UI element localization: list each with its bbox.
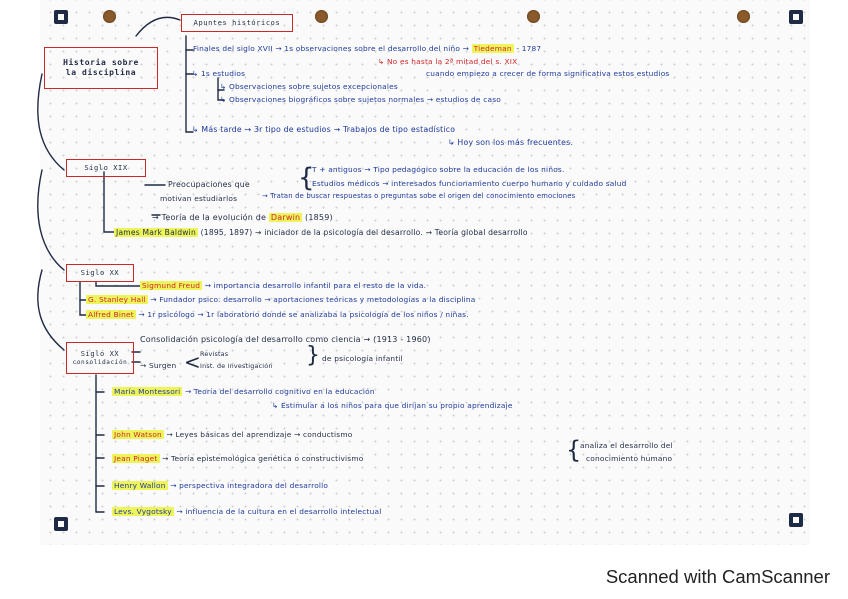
preocupaciones-label: Preocupaciones que: [168, 180, 250, 189]
main-topic-text: Historia sobre la disciplina: [63, 58, 139, 77]
piaget-highlight: Jean Piaget: [114, 454, 158, 463]
intro-line-7: ↳ Hoy son los más frecuentes.: [448, 138, 574, 147]
montessori-line: María Montessori → Teoría del desarrollo cognitivo en la educación: [114, 387, 375, 396]
camscanner-footer: Scanned with CamScanner: [605, 566, 830, 587]
piaget-line: Jean Piaget → Teoría epistemológica genética o constructivismo: [114, 454, 364, 463]
main-topic-box: [44, 47, 158, 89]
freud-line: Sigmund Freud → importancia desarrollo infantil para el resto de la vida.: [142, 281, 427, 290]
darwin-highlight: Darwin: [270, 213, 301, 222]
baldwin-line: James Mark Baldwin (1895, 1897) → iniciador de la psicología del desarrollo. → Teoría global desarrollo: [116, 228, 528, 237]
tiedemann-highlight: Tiedeman: [473, 44, 512, 53]
intro-line-5: ↳ Observaciones biográficos sobre sujetos normales → estudios de caso: [220, 95, 501, 104]
intro-line-4: ↳ Observaciones sobre sujetos excepcionales: [220, 82, 398, 91]
montessori-line-2: ↳ Estimular a los niños para que dirijan su propio aprendizaje: [272, 401, 513, 410]
wallon-line: Henry Wallon → perspectiva integradora del desarrollo: [114, 481, 329, 490]
piaget-line-3: conocimiento humano: [586, 454, 673, 463]
motivan-label: motivan estudiarlos: [160, 194, 238, 203]
watson-highlight: John Watson: [114, 430, 162, 439]
intro-line-3b: cuando empiezo a crecer de forma significativa estos estudios: [426, 69, 670, 78]
section-box-siglo-xx: Siglo XX: [66, 264, 134, 282]
section-box-siglo-xix: Siglo XIX: [66, 159, 146, 177]
title-text: Apuntes históricos: [193, 18, 281, 27]
binet-line: Alfred Binet → 1r psicólogo → 1r laboratorio donde se analizaba la psicología de los niños / niñas.: [88, 310, 469, 319]
psicologia-infantil-label: de psicología infantil: [322, 354, 403, 363]
hall-highlight: G. Stanley Hall: [88, 295, 146, 304]
montessori-highlight: María Montessori: [114, 387, 181, 396]
vygotsky-line: Levs. Vygotsky → influencia de la cultura en el desarrollo intelectual: [114, 507, 382, 516]
baldwin-highlight: James Mark Baldwin: [116, 228, 196, 237]
siglo-xix-reason-1: T + antiguos → Tipo pedagógico sobre la educación de los niños.: [312, 165, 565, 174]
hall-line: G. Stanley Hall → Fundador psico. desarrollo → aportaciones teóricas y metodologías a la disciplina: [88, 295, 476, 304]
surgen-arrow: <: [184, 350, 201, 374]
intro-line-6: ↳ Más tarde → 3r tipo de estudios → Trabajos de tipo estadístico: [192, 125, 456, 134]
darwin-line: → Teoría de la evolución de Darwin (1859): [152, 213, 333, 222]
close-brace: }: [306, 343, 321, 368]
watson-line: John Watson → Leyes básicas del aprendizaje → conductismo: [114, 430, 353, 439]
revistas-label: Revistas: [200, 350, 229, 358]
binet-highlight: Alfred Binet: [88, 310, 134, 319]
intro-line-1: Finales del siglo XVII → 1s observaciones sobre el desarrollo del niño → Tiedeman - 1787: [193, 44, 542, 53]
piaget-brace: {: [566, 436, 582, 464]
intro-line-2: ↳ No es hasta la 2ª mitad del s. XIX: [378, 57, 518, 66]
inst-label: Inst. de investigación: [200, 362, 273, 370]
freud-highlight: Sigmund Freud: [142, 281, 201, 290]
surgen-label: → Surgen: [140, 361, 177, 370]
vygotsky-highlight: Levs. Vygotsky: [114, 507, 172, 516]
wallon-highlight: Henry Wallon: [114, 481, 166, 490]
brace-symbol: {: [298, 163, 315, 193]
piaget-line-2: analiza el desarrollo del: [580, 441, 673, 450]
section-box-siglo-xx-consolidacion: Siglo XX consolidación: [66, 342, 134, 374]
intro-line-3: ↳ 1s estudios: [192, 69, 246, 78]
siglo-xix-reason-3: → Tratan de buscar respuestas o preguntas sobe el origen del conocimiento emociones: [262, 192, 576, 200]
consolidacion-line: Consolidación psicología del desarrollo como ciencia → (1913 - 1960): [140, 335, 431, 344]
siglo-xix-reason-2: Estudios médicos → interesados funcionamiento cuerpo humano y cuidado salud: [312, 179, 627, 188]
title-box: [181, 14, 293, 32]
